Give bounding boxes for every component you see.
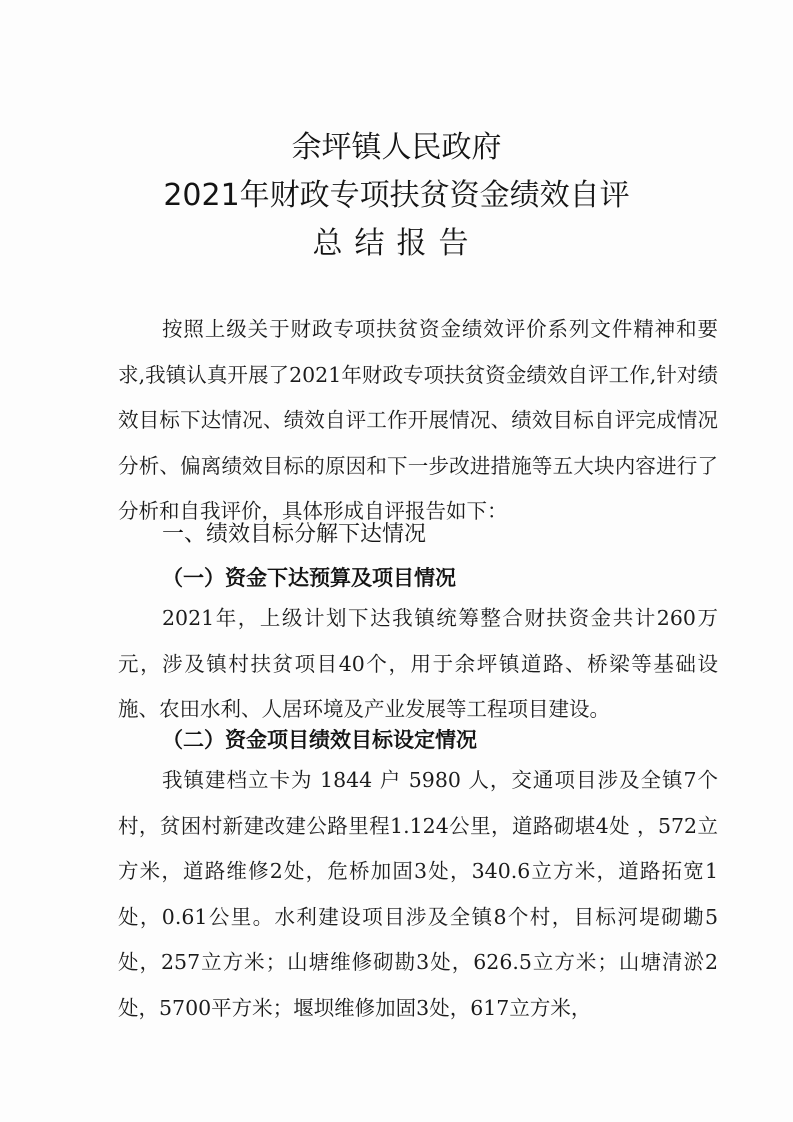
intro-paragraph: [118, 307, 718, 535]
intro-text: 按照上级关于财政专项扶贫资金绩效评价系列文件精神和要求,我镇认真开展了2021年财政专项扶贫资金绩效自评工作,针对绩效目标下达情况、绩效自评工作开展情况、绩效目标自评完成情况分析、偏离绩效目标的原因和下一步改进措施等五大块内容进行了分析和自我评价，具体形成自评报告如下：: [118, 317, 718, 524]
title-line-3: 总结报告: [312, 226, 481, 261]
subsection-2-text: 我镇建档立卡为 1844 户 5980 人，交通项目涉及全镇7个村，贫困村新建改建公路里程1.124公里，道路砌堪4处 ，572立方米，道路维修2处，危桥加固3处，340.6立方米，道路拓宽1处，0.61公里。水利建设项目涉及全镇8个村，目标河堤砌墈5处，257立方米；山塘维修砌勘3处，626.5立方米；山塘清淤2处，5700平方米；堰坝维修加固3处，617立方米，: [118, 768, 718, 1020]
subsection-heading-1: （一）资金下达预算及项目情况: [162, 565, 456, 590]
title-line-2: 2021年财政专项扶贫资金绩效自评: [163, 178, 630, 213]
subsection-2-paragraph: [118, 758, 718, 1032]
title-line-1: 余坪镇人民政府: [291, 130, 502, 165]
subsection-1-text: 2021年，上级计划下达我镇统筹整合财扶资金共计260万元，涉及镇村扶贫项目40个，用于余坪镇道路、桥梁等基础设施、农田水利、人居环境及产业发展等工程项目建设。: [118, 606, 718, 722]
section-heading-1: 一、绩效目标分解下达情况: [162, 522, 427, 547]
subsection-heading-2: （二）资金项目绩效目标设定情况: [162, 727, 477, 752]
subsection-1-paragraph: [118, 596, 718, 733]
